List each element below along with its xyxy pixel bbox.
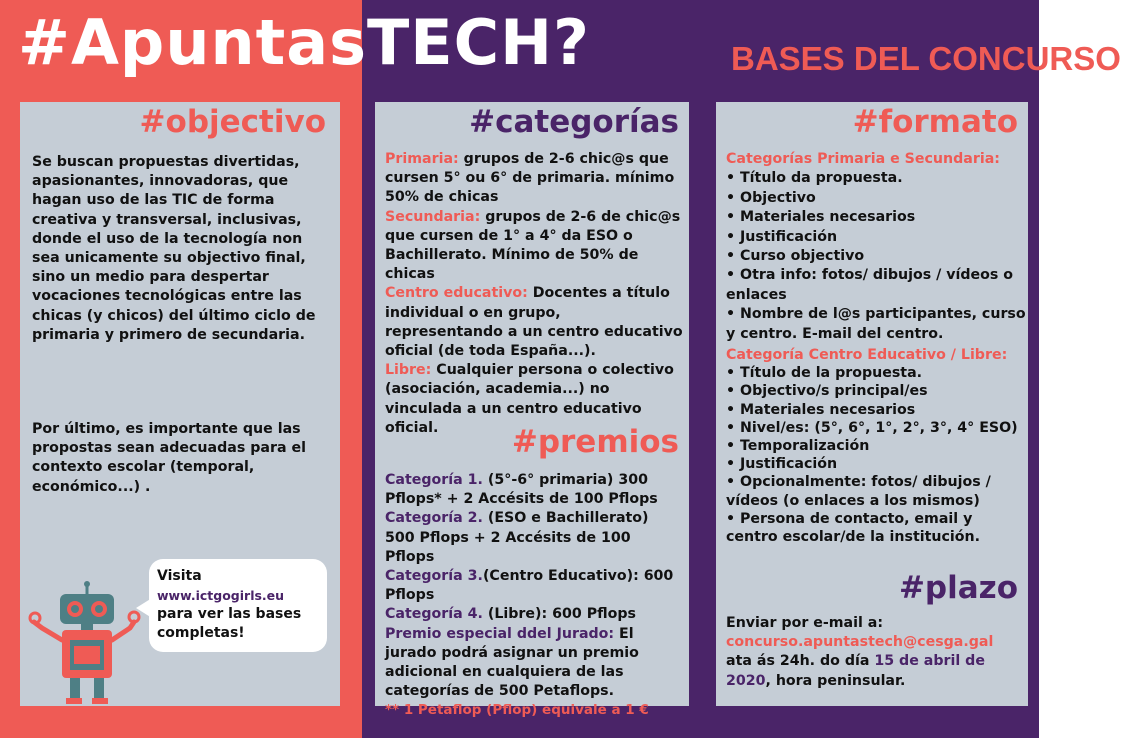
formato-plazo-panel — [716, 102, 1028, 706]
premio-label: Premio especial ddel Jurado: — [385, 625, 615, 642]
plazo-email-link[interactable]: concurso.apuntastech@cesga.gal — [726, 634, 994, 651]
premio-text: (5°-6° primaria) 300 Pflops* + 2 Accésits de 100 Pflops — [385, 472, 658, 508]
robot-illustration — [30, 580, 140, 706]
formato-item: • Opcionalmente: fotos/ dibujos / vídeos (o enlaces a los mismos) — [726, 474, 991, 509]
formato-item: • Curso objectivo — [726, 248, 865, 265]
categoria-text: grupos de 2-6 chic@s que cursen 5° ou 6° de primaria. mínimo 50% de chicas — [385, 151, 675, 206]
premios-list — [385, 471, 683, 721]
premios-heading: #premios — [511, 424, 679, 460]
categoria-label: Centro educativo: — [385, 285, 528, 302]
objetivo-heading: #objectivo — [139, 104, 326, 140]
formato-group-1-label: Categorías Primaria e Secundaria: — [726, 151, 1000, 167]
premio-text: (Centro Educativo): 600 Pflops — [385, 568, 674, 604]
formato-item: • Temporalización — [726, 438, 870, 455]
categoria-text: Docentes a título individual o en grupo, representando a un centro educativo oficial (de toda España...). — [385, 285, 683, 360]
formato-group-2 — [726, 346, 1026, 546]
formato-item: • Materiales necesarios — [726, 209, 916, 226]
formato-item: • Título da propuesta. — [726, 170, 903, 187]
plazo-date: 15 de abril de 2020 — [726, 653, 985, 689]
categoria-label: Libre: — [385, 362, 432, 379]
categoria-text: Cualquier persona o colectivo (asociación, academia...) no vinculada a un centro educativo oficial. — [385, 362, 674, 436]
categoria-label: Primaria: — [385, 151, 459, 167]
formato-item: • Persona de contacto, email y centro escolar/de la institución. — [726, 510, 980, 546]
formato-item: • Objectivo — [726, 189, 816, 206]
premios-note: ** 1 Petaflop (Pflop) equivale a 1 € — [385, 702, 649, 719]
formato-item: • Otra info: fotos/ dibujos / vídeos o enlaces — [726, 267, 1014, 303]
bubble-line-2: para ver las bases completas! — [157, 606, 302, 641]
speech-bubble — [149, 559, 327, 652]
formato-item: • Justificación — [726, 456, 838, 473]
formato-item: • Nivel/es: (5°, 6°, 1°, 2°, 3°, 4° ESO) — [726, 419, 1018, 436]
formato-item: • Título de la propuesta. — [726, 365, 923, 382]
plazo-line-1: Enviar por e-mail a: — [726, 615, 884, 631]
page-subtitle: BASES DEL CONCURSO — [731, 40, 1121, 77]
formato-group-1 — [726, 150, 1026, 344]
objetivo-paragraph-1: Se buscan propuestas divertidas, apasionantes, innovadoras, que hagan uso de las TIC de forma creativa y transversal, inclusivas, donde el uso de la tecnología non sea unicamente su objectivo final, sino un medio para despertar vocaciones tecnológicas entre las chicas (y chicos) del último ciclo de primaria y primero de secundaria. — [32, 154, 316, 343]
premio-text: (ESO e Bachillerato) 500 Pflops + 2 Accésits de 100 Pflops — [385, 510, 649, 565]
plazo-text — [726, 614, 1026, 691]
premio-label: Categoría 4. — [385, 606, 483, 623]
objetivo-paragraph-2: Por último, es importante que las propostas sean adecuadas para el contexto escolar (temporal, económico...) . — [32, 421, 306, 495]
formato-item: • Materiales necesarios — [726, 401, 916, 418]
formato-group-2-label: Categoría Centro Educativo / Libre: — [726, 347, 1008, 363]
formato-item: • Nombre de l@s participantes, curso y centro. E-mail del centro. — [726, 306, 1026, 342]
formato-item: • Objectivo/s principal/es — [726, 383, 928, 400]
page-title: #ApuntasTECH? — [18, 6, 590, 79]
formato-item: • Justificación — [726, 228, 838, 245]
categorias-premios-panel — [375, 102, 689, 719]
plazo-heading: #plazo — [898, 570, 1018, 606]
bubble-line-1: Visita — [157, 568, 202, 584]
bubble-url-link[interactable]: www.ictgogirls.eu — [157, 588, 285, 603]
premio-text: El jurado podrá asignar un premio adicional en cualquiera de las categorías de 500 Petaflops. — [385, 625, 639, 700]
categoria-text: grupos de 2-6 de chic@s que cursen de 1° a 4° da ESO o Bachillerato. Mínimo de 50% de chicas — [385, 208, 681, 283]
premio-label: Categoría 3. — [385, 568, 483, 585]
plazo-line-3: , hora peninsular. — [765, 672, 906, 689]
premio-label: Categoría 1. — [385, 472, 483, 488]
categoria-label: Secundaria: — [385, 208, 481, 225]
premio-text: (Libre): 600 Pflops — [482, 606, 636, 623]
categorias-heading: #categorías — [469, 104, 679, 140]
premio-label: Categoría 2. — [385, 510, 483, 527]
categorias-list — [385, 150, 683, 438]
plazo-line-2: ata ás 24h. do día — [726, 653, 875, 670]
formato-heading: #formato — [852, 104, 1018, 140]
